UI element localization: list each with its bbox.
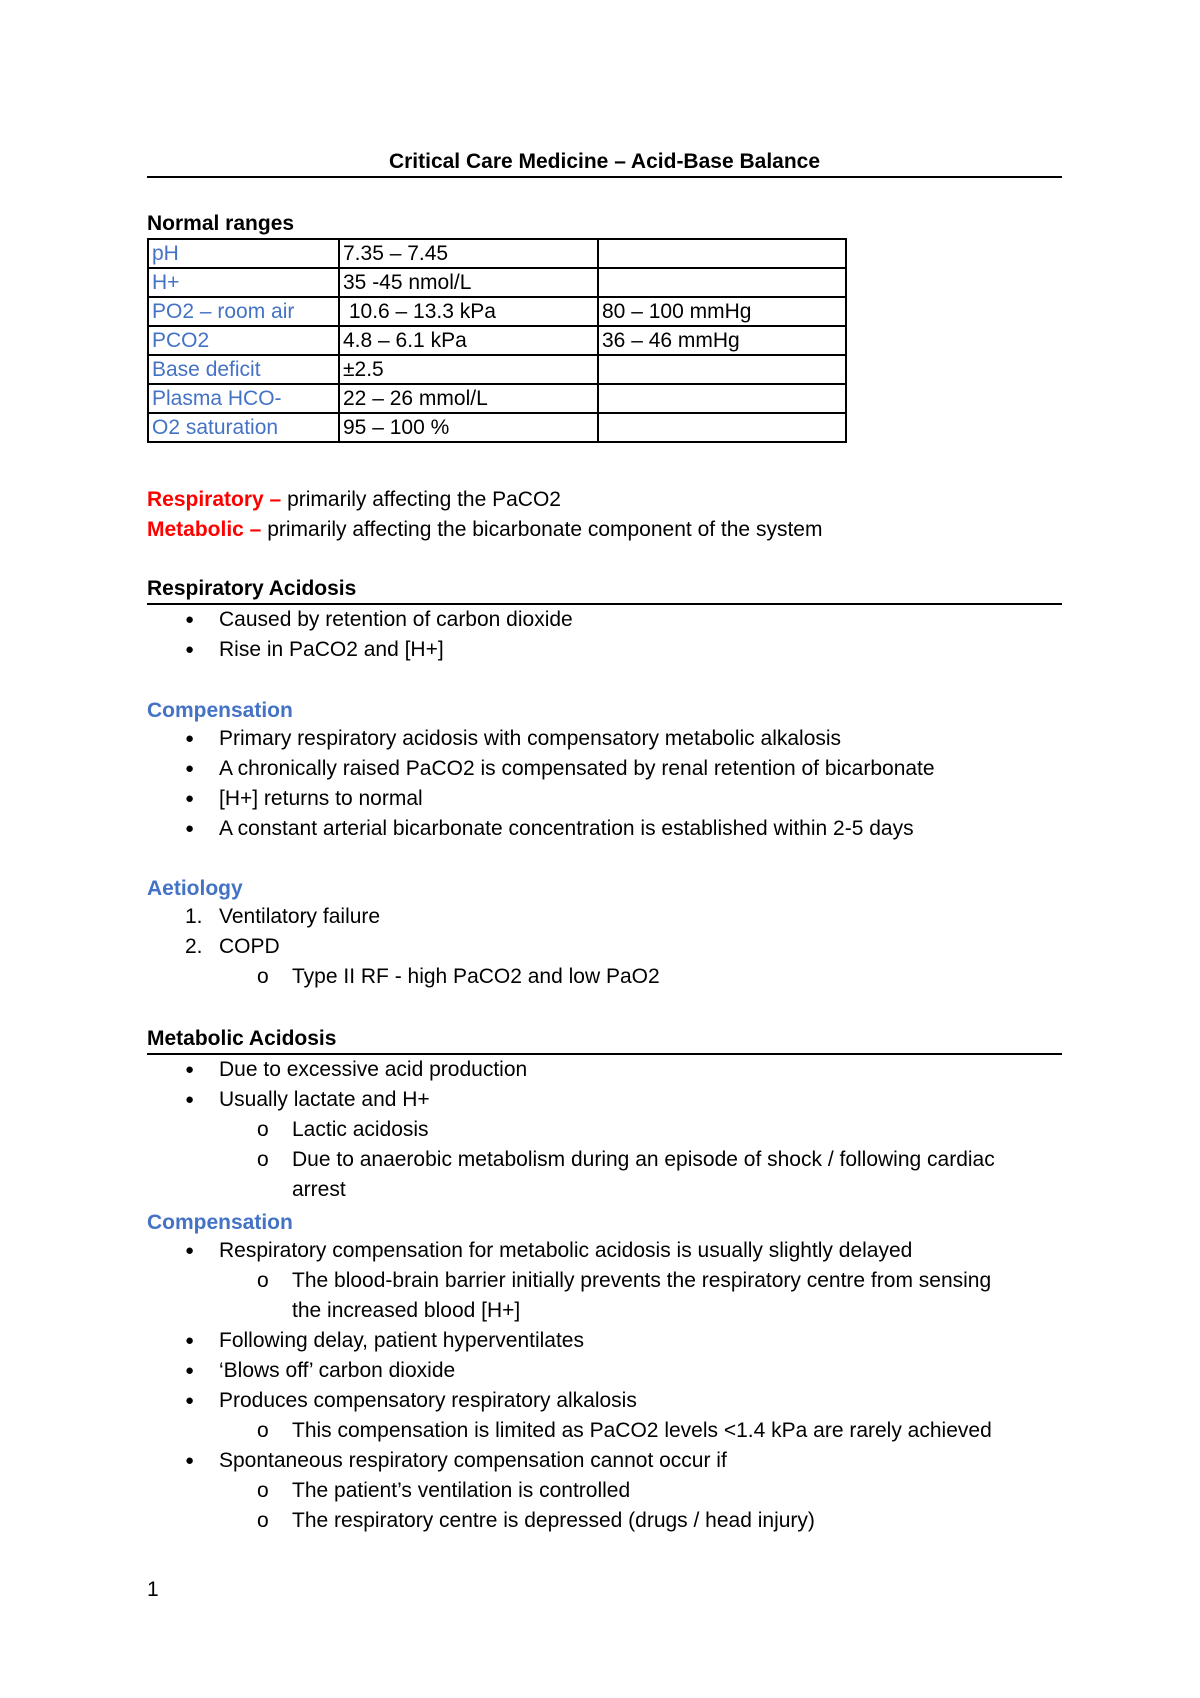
range-row [148, 326, 846, 355]
bullet-marker: ● [185, 760, 195, 777]
sub-bullet-marker: o [257, 1118, 269, 1141]
sub-bullet-marker: o [257, 1509, 269, 1532]
sub-bullet-marker: o [257, 1419, 269, 1442]
list-item: Following delay, patient hyperventilates [219, 1329, 584, 1352]
bullet-marker: ● [185, 1061, 195, 1078]
range-name: O2 saturation [148, 413, 339, 442]
metabolic-compensation-heading: Compensation [147, 1211, 293, 1234]
range-value: ±2.5 [339, 355, 598, 384]
range-alt-value [598, 355, 846, 384]
bullet-marker: ● [185, 1242, 195, 1259]
sub-list-item: The respiratory centre is depressed (drugs / head injury) [292, 1509, 815, 1532]
list-item: A chronically raised PaCO2 is compensated by renal retention of bicarbonate [219, 757, 935, 780]
metabolic-definition [147, 518, 822, 542]
list-item: Produces compensatory respiratory alkalosis [219, 1389, 637, 1412]
sub-list-item: The patient’s ventilation is controlled [292, 1479, 631, 1502]
title-underline [147, 176, 1062, 178]
range-row [148, 384, 846, 413]
metabolic-text: primarily affecting the bicarbonate component of the system [261, 518, 823, 541]
normal-ranges-table [147, 238, 847, 443]
respiratory-acidosis-heading: Respiratory Acidosis [147, 577, 357, 600]
bullet-marker: ● [185, 641, 195, 658]
range-row [148, 297, 846, 326]
list-item: Respiratory compensation for metabolic acidosis is usually slightly delayed [219, 1239, 913, 1262]
list-item: COPD [219, 935, 280, 958]
sub-bullet-marker: o [257, 1479, 269, 1502]
metabolic-label: Metabolic – [147, 518, 262, 541]
list-item: [H+] returns to normal [219, 787, 423, 810]
sub-bullet-marker: o [257, 965, 269, 988]
respiratory-text: primarily affecting the PaCO2 [281, 488, 561, 511]
sub-list-item: The blood-brain barrier initially prevents the respiratory centre from sensing [292, 1269, 992, 1292]
range-alt-value: 80 – 100 mmHg [598, 297, 846, 326]
page-number: 1 [147, 1578, 159, 1601]
respiratory-label: Respiratory – [147, 488, 282, 511]
range-name: PCO2 [148, 326, 339, 355]
document-title: Critical Care Medicine – Acid-Base Balance [388, 150, 821, 173]
sub-bullet-marker: o [257, 1269, 269, 1292]
list-item: Ventilatory failure [219, 905, 381, 928]
bullet-marker: ● [185, 1362, 195, 1379]
bullet-marker: ● [185, 1392, 195, 1409]
range-name: Base deficit [148, 355, 339, 384]
range-value: 22 – 26 mmol/L [339, 384, 598, 413]
sub-list-item: Lactic acidosis [292, 1118, 429, 1141]
list-item: Rise in PaCO2 and [H+] [219, 638, 444, 661]
sub-list-item-continued: arrest [292, 1178, 346, 1201]
bullet-marker: ● [185, 1452, 195, 1469]
metabolic-acidosis-heading: Metabolic Acidosis [147, 1027, 337, 1050]
range-value: 35 -45 nmol/L [339, 268, 598, 297]
sub-list-item: Type II RF - high PaCO2 and low PaO2 [292, 965, 660, 988]
range-name: PO2 – room air [148, 297, 339, 326]
range-value: 7.35 – 7.45 [339, 239, 598, 268]
bullet-marker: ● [185, 1332, 195, 1349]
list-item: Caused by retention of carbon dioxide [219, 608, 573, 631]
range-alt-value: 36 – 46 mmHg [598, 326, 846, 355]
range-alt-value [598, 384, 846, 413]
list-item: Spontaneous respiratory compensation cannot occur if [219, 1449, 727, 1472]
number-marker: 2. [185, 935, 203, 958]
list-item: A constant arterial bicarbonate concentration is established within 2-5 days [219, 817, 914, 840]
range-value: 10.6 – 13.3 kPa [339, 297, 598, 326]
bullet-marker: ● [185, 730, 195, 747]
list-item: ‘Blows off’ carbon dioxide [219, 1359, 456, 1382]
respiratory-acidosis-underline [147, 603, 1062, 605]
metabolic-acidosis-underline [147, 1053, 1062, 1055]
range-name: H+ [148, 268, 339, 297]
range-alt-value [598, 413, 846, 442]
number-marker: 1. [185, 905, 203, 928]
range-alt-value [598, 268, 846, 297]
bullet-marker: ● [185, 820, 195, 837]
respiratory-definition [147, 488, 561, 512]
sub-bullet-marker: o [257, 1148, 269, 1171]
list-item: Usually lactate and H+ [219, 1088, 430, 1111]
range-row [148, 239, 846, 268]
range-row [148, 355, 846, 384]
normal-ranges-heading: Normal ranges [147, 212, 295, 235]
range-alt-value [598, 239, 846, 268]
bullet-marker: ● [185, 1091, 195, 1108]
list-item: Due to excessive acid production [219, 1058, 528, 1081]
list-item: Primary respiratory acidosis with compensatory metabolic alkalosis [219, 727, 842, 750]
aetiology-heading: Aetiology [147, 877, 243, 900]
range-row [148, 268, 846, 297]
respiratory-compensation-heading: Compensation [147, 699, 293, 722]
sub-list-item-continued: the increased blood [H+] [292, 1299, 521, 1322]
sub-list-item: This compensation is limited as PaCO2 levels <1.4 kPa are rarely achieved [292, 1419, 992, 1442]
sub-list-item: Due to anaerobic metabolism during an episode of shock / following cardiac [292, 1148, 995, 1171]
range-value: 4.8 – 6.1 kPa [339, 326, 598, 355]
bullet-marker: ● [185, 611, 195, 628]
range-name: Plasma HCO- [148, 384, 339, 413]
range-value: 95 – 100 % [339, 413, 598, 442]
bullet-marker: ● [185, 790, 195, 807]
range-row [148, 413, 846, 442]
range-name: pH [148, 239, 339, 268]
